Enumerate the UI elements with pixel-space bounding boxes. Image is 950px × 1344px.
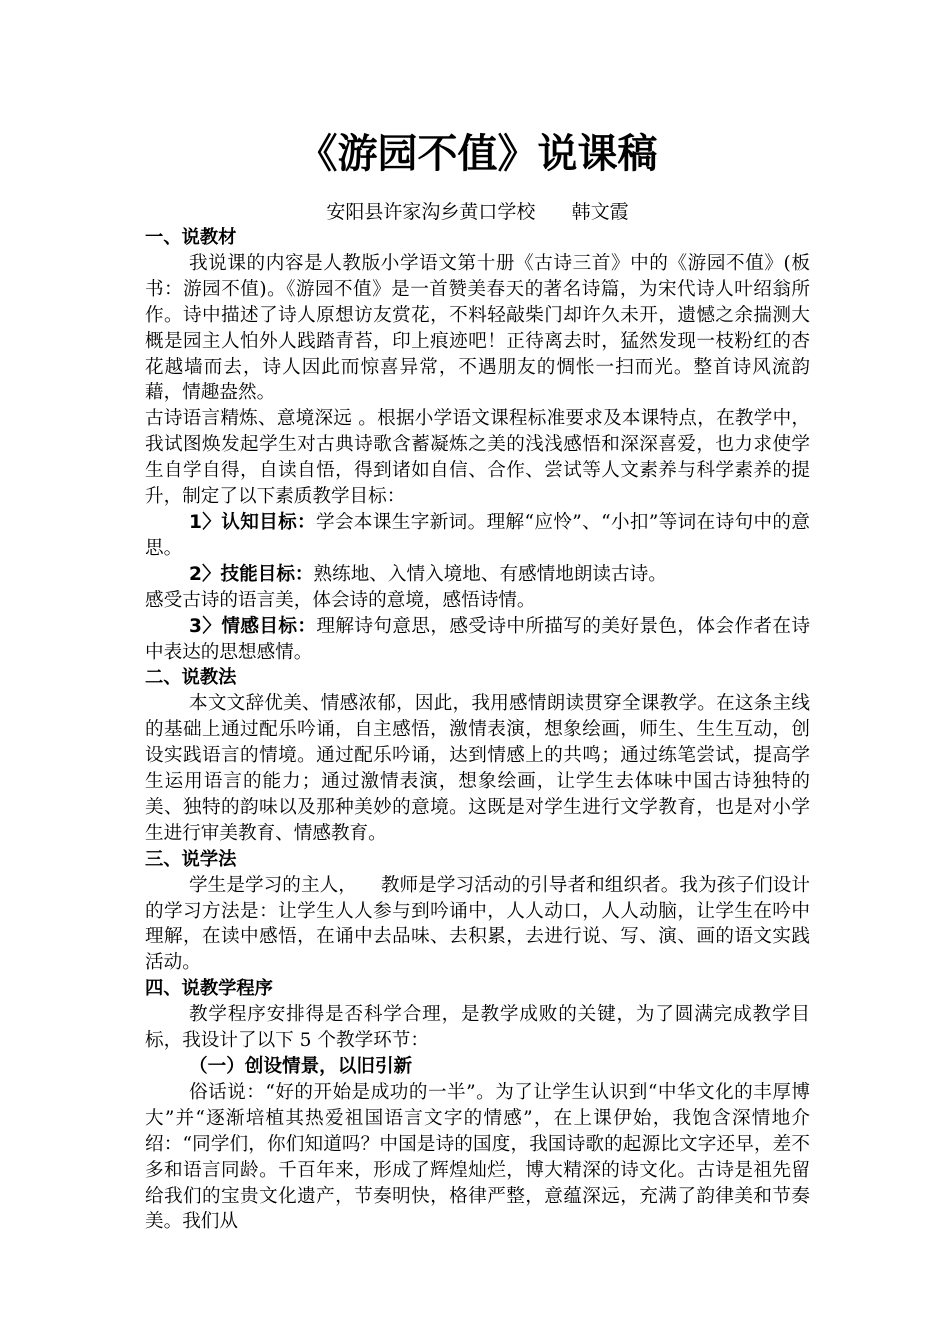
goal-text: 理解诗句意思，感受诗中所描写的美好景色，体会作者在诗中表达的思想感情。 xyxy=(145,615,810,663)
author-line: 安阳县许家沟乡黄口学校 韩文霞 xyxy=(326,201,629,223)
paragraph: 本文文辞优美、情感浓郁，因此，我用感情朗读贯穿全课教学。在这条主线的基础上通过配乐吟诵，自主感悟，激情表演，想象绘画，师生、生生互动，创设实践语言的情境。通过配乐吟诵，达到情感上的共鸣；通过练笔尝试，提高学生运用语言的能力；通过激情表演，想象绘画，让学生去体味中国古诗独特的美、独特的韵味以及那种美妙的意境。这既是对学生进行文学教育，也是对小学生进行审美教育、情感教育。 xyxy=(145,693,810,844)
paragraph: 俗话说：“好的开始是成功的一半”。为了让学生认识到“中华文化的丰厚博大”并“逐渐培植其热爱祖国语言文字的情感”，在上课伊始，我饱含深情地介绍：“同学们，你们知道吗？中国是诗的国度，我国诗歌的起源比文字还早，差不多和语言同龄。千百年来，形成了辉煌灿烂，博大精深的诗文化。古诗是祖先留给我们的宝贵文化遗产，节奏明快，格律严整，意蕴深远，充满了韵律美和节奏美。我们从 xyxy=(145,1081,810,1233)
section-heading-1: 一、说教材 xyxy=(145,227,237,248)
paragraph: 古诗语言精炼、意境深远 。根据小学语文课程标准要求及本课特点，在教学中，我试图焕发起学生对古典诗歌含蓄凝炼之美的浅浅感悟和深深喜爱，也力求使学生自学自得，自读自悟，得到诸如自信、合作、尝试等人文素养与科学素养的提升，制定了以下素质教学目标： xyxy=(145,408,810,508)
section-heading-4: 四、说教学程序 xyxy=(145,978,273,1000)
goal-text: 熟练地、入情入境地、有感情地朗读古诗。 xyxy=(313,563,667,585)
document-body xyxy=(145,225,810,1235)
goal-label: 3〉情感目标： xyxy=(189,615,317,637)
goal-item xyxy=(145,562,810,588)
goal-item xyxy=(145,614,810,666)
goal-text: 学会本课生字新词。理解“应怜”、“小扣”等词在诗句中的意思。 xyxy=(145,511,810,559)
paragraph: 感受古诗的语言美，体会诗的意境，感悟诗情。 xyxy=(145,589,536,611)
goal-label: 2〉技能目标： xyxy=(189,563,314,585)
paragraph: 我说课的内容是人教版小学语文第十册《古诗三首》中的《游园不值》(板书：游园不值)。《游园不值》是一首赞美春天的著名诗篇，为宋代诗人叶绍翁所作。诗中描述了诗人原想访友赏花，不料轻敲柴门却许久未开，遗憾之余揣测大概是园主人怕外人践踏青苔，印上痕迹吧！正待离去时，猛然发现一枝粉红的杏花越墙而去，诗人因此而惊喜异常，不遇朋友的惆怅一扫而光。整首诗风流韵藉，情趣盎然。 xyxy=(145,252,810,404)
paragraph: 教学程序安排得是否科学合理，是教学成败的关键，为了圆满完成教学目标，我设计了以下 5 个教学环节： xyxy=(145,1004,810,1052)
goal-item xyxy=(145,510,810,562)
document-title: 《游园不值》说课稿 xyxy=(297,131,658,177)
section-heading-3: 三、说学法 xyxy=(145,848,237,870)
section-heading-2: 二、说教法 xyxy=(145,667,237,689)
paragraph: 学生是学习的主人， 教师是学习活动的引导者和组织者。我为孩子们设计的学习方法是：让学生人人参与到吟诵中，人人动口，人人动脑，让学生在吟中理解，在读中感悟，在诵中去品味、去积累，去进行说、写、演、画的语文实践活动。 xyxy=(145,874,810,974)
goal-label: 1〉认知目标： xyxy=(189,511,317,533)
subsection-heading: （一）创设情景，以旧引新 xyxy=(189,1056,413,1077)
